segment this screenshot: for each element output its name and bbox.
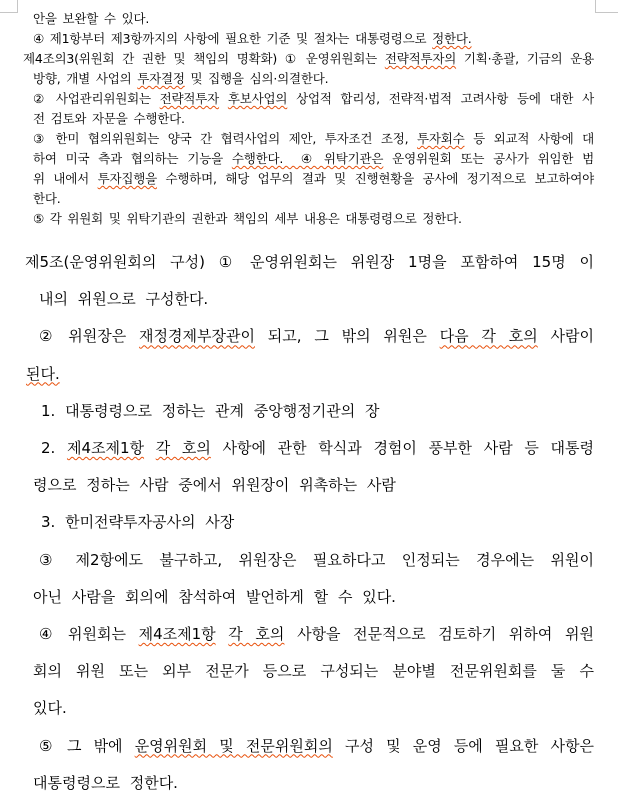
- text-line: [0, 690, 622, 727]
- spellcheck-underlined-text: 다음 각 호의: [439, 327, 538, 346]
- text-line: [0, 653, 622, 690]
- text-line: [0, 9, 622, 29]
- spellcheck-underlined-text: 투자결정: [137, 71, 185, 86]
- text-line: [0, 542, 622, 579]
- spellcheck-underlined-text: 전략적투자: [159, 91, 220, 106]
- text-line: [0, 616, 622, 653]
- text-segment: 안을 보완할 수 있다.: [33, 11, 150, 26]
- text-line: [0, 281, 622, 318]
- text-line: [0, 356, 622, 393]
- spellcheck-underlined-text: 재정경제부장관이: [139, 327, 255, 346]
- text-segment: 제5조(운영위원회의 구성) ① 운영위원회는 위원장 1명을 포함하여 15명 이: [25, 253, 594, 271]
- text-line: [0, 318, 622, 355]
- spellcheck-underlined-text: 각 호의: [155, 439, 211, 458]
- spellcheck-underlined-text: 운영위원회 및 전문위원회의: [134, 736, 333, 755]
- text-line: [0, 189, 622, 209]
- text-line: [0, 69, 622, 89]
- text-line: [0, 109, 622, 129]
- text-segment: 및 집행을 심의·의결한다.: [184, 71, 329, 86]
- spellcheck-underlined-text: 투자집행을: [97, 171, 157, 186]
- text-line: [0, 129, 622, 149]
- text-segment: 령으로 정하는 사람 중에서 위원장이 위촉하는 사람: [33, 476, 396, 495]
- text-segment: ⑤ 그 밖에: [39, 736, 135, 755]
- text-line: [0, 49, 622, 69]
- article-4-3-block[interactable]: [0, 9, 622, 229]
- text-segment: 운영위원회 또는 공사가 위임한 범: [383, 151, 595, 166]
- text-segment: 되고, 그 밖의 위원은: [254, 327, 440, 346]
- text-segment: ④ 위원회는: [39, 625, 139, 644]
- text-line: [0, 430, 622, 467]
- text-segment: 사항을 전문적으로 검토하기 위하여 위원: [284, 625, 594, 644]
- text-segment: 1. 대통령령으로 정하는 관계 중앙행정기관의 장: [41, 401, 380, 420]
- text-segment: 구성 및 운영 등에 필요한 사항은: [332, 736, 595, 755]
- text-segment: 사항에 관한 학식과 경험이 풍부한 사람 등 대통령: [210, 439, 594, 458]
- spellcheck-underlined-text: 제4조제1항: [138, 625, 216, 644]
- text-line: [0, 149, 622, 169]
- spellcheck-underlined-text: 정한다.: [432, 31, 472, 46]
- text-segment: 있다.: [33, 699, 67, 718]
- text-segment: 사람이: [537, 327, 594, 346]
- text-segment: [216, 625, 229, 643]
- text-segment: [219, 91, 228, 106]
- text-line: [0, 579, 622, 616]
- text-segment: 등 외교적 사항에 대: [464, 131, 594, 146]
- article-5-block[interactable]: [0, 244, 622, 802]
- text-segment: 회의 위원 또는 외부 전문가 등으로 구성되는 분야별 전문위원회를 둘 수: [33, 662, 594, 681]
- text-segment: 하여 미국 측과 협의하는 기능을: [33, 151, 232, 166]
- text-segment: ③ 한미 협의위원회는 양국 간 협력사업의 제안, 투자조건 조정,: [33, 131, 417, 146]
- spellcheck-underlined-text: 수행한다. ④ 위탁기관은: [231, 151, 384, 166]
- text-segment: 한다.: [33, 191, 61, 206]
- spellcheck-underlined-text: 후보사업의: [227, 91, 288, 106]
- text-line: [0, 467, 622, 504]
- text-segment: 대통령령으로 정한다.: [33, 773, 178, 792]
- text-line: [0, 209, 622, 229]
- text-line: [0, 765, 622, 802]
- text-segment: 3. 한미전략투자공사의 사장: [41, 513, 235, 532]
- text-line: [0, 504, 622, 541]
- spellcheck-underlined-text: 각 호의: [228, 625, 285, 644]
- text-segment: 아닌 사람을 회의에 참석하여 발언하게 할 수 있다.: [33, 587, 396, 606]
- text-segment: 방향, 개별 사업의: [33, 71, 138, 86]
- text-segment: ④ 제1항부터 제3항까지의 사항에 필요한 기준 및 절차는 대통령령으로: [33, 31, 433, 46]
- text-line: [0, 244, 622, 281]
- text-line: [0, 728, 622, 765]
- text-segment: 내의 위원으로 구성한다.: [39, 290, 209, 309]
- text-line: [0, 89, 622, 109]
- text-segment: ⑤ 각 위원회 및 위탁기관의 권한과 책임의 세부 내용은 대통령령으로 정한다.: [33, 211, 462, 226]
- text-segment: 기획·총괄, 기금의 운용: [456, 51, 594, 66]
- spellcheck-underlined-text: 제4조제1항: [66, 439, 145, 458]
- text-segment: 수행하며, 해당 업무의 결과 및 진행현황을 공사에 정기적으로 보고하여야: [157, 171, 594, 186]
- text-segment: 2.: [41, 439, 67, 458]
- text-line: [0, 29, 622, 49]
- text-segment: [144, 439, 156, 457]
- text-segment: 제4조의3(위원회 간 권한 및 책임의 명확화) ① 운영위원회는: [23, 51, 385, 66]
- spellcheck-underlined-text: 된다.: [26, 364, 60, 383]
- text-line: [0, 393, 622, 430]
- text-segment: ② 사업관리위원회는: [33, 91, 160, 106]
- text-segment: 위 내에서: [33, 171, 98, 186]
- spellcheck-underlined-text: 전략적투자의: [384, 51, 457, 66]
- text-segment: 상업적 합리성, 전략적·법적 고려사항 등에 대한 사: [287, 91, 594, 106]
- text-segment: ③ 제2항에도 불구하고, 위원장은 필요하다고 인정되는 경우에는 위원이: [39, 550, 594, 569]
- spellcheck-underlined-text: 투자회수: [417, 131, 465, 146]
- text-segment: ② 위원장은: [39, 327, 140, 346]
- text-segment: 전 검토와 자문을 수행한다.: [33, 111, 185, 126]
- text-line: [0, 169, 622, 189]
